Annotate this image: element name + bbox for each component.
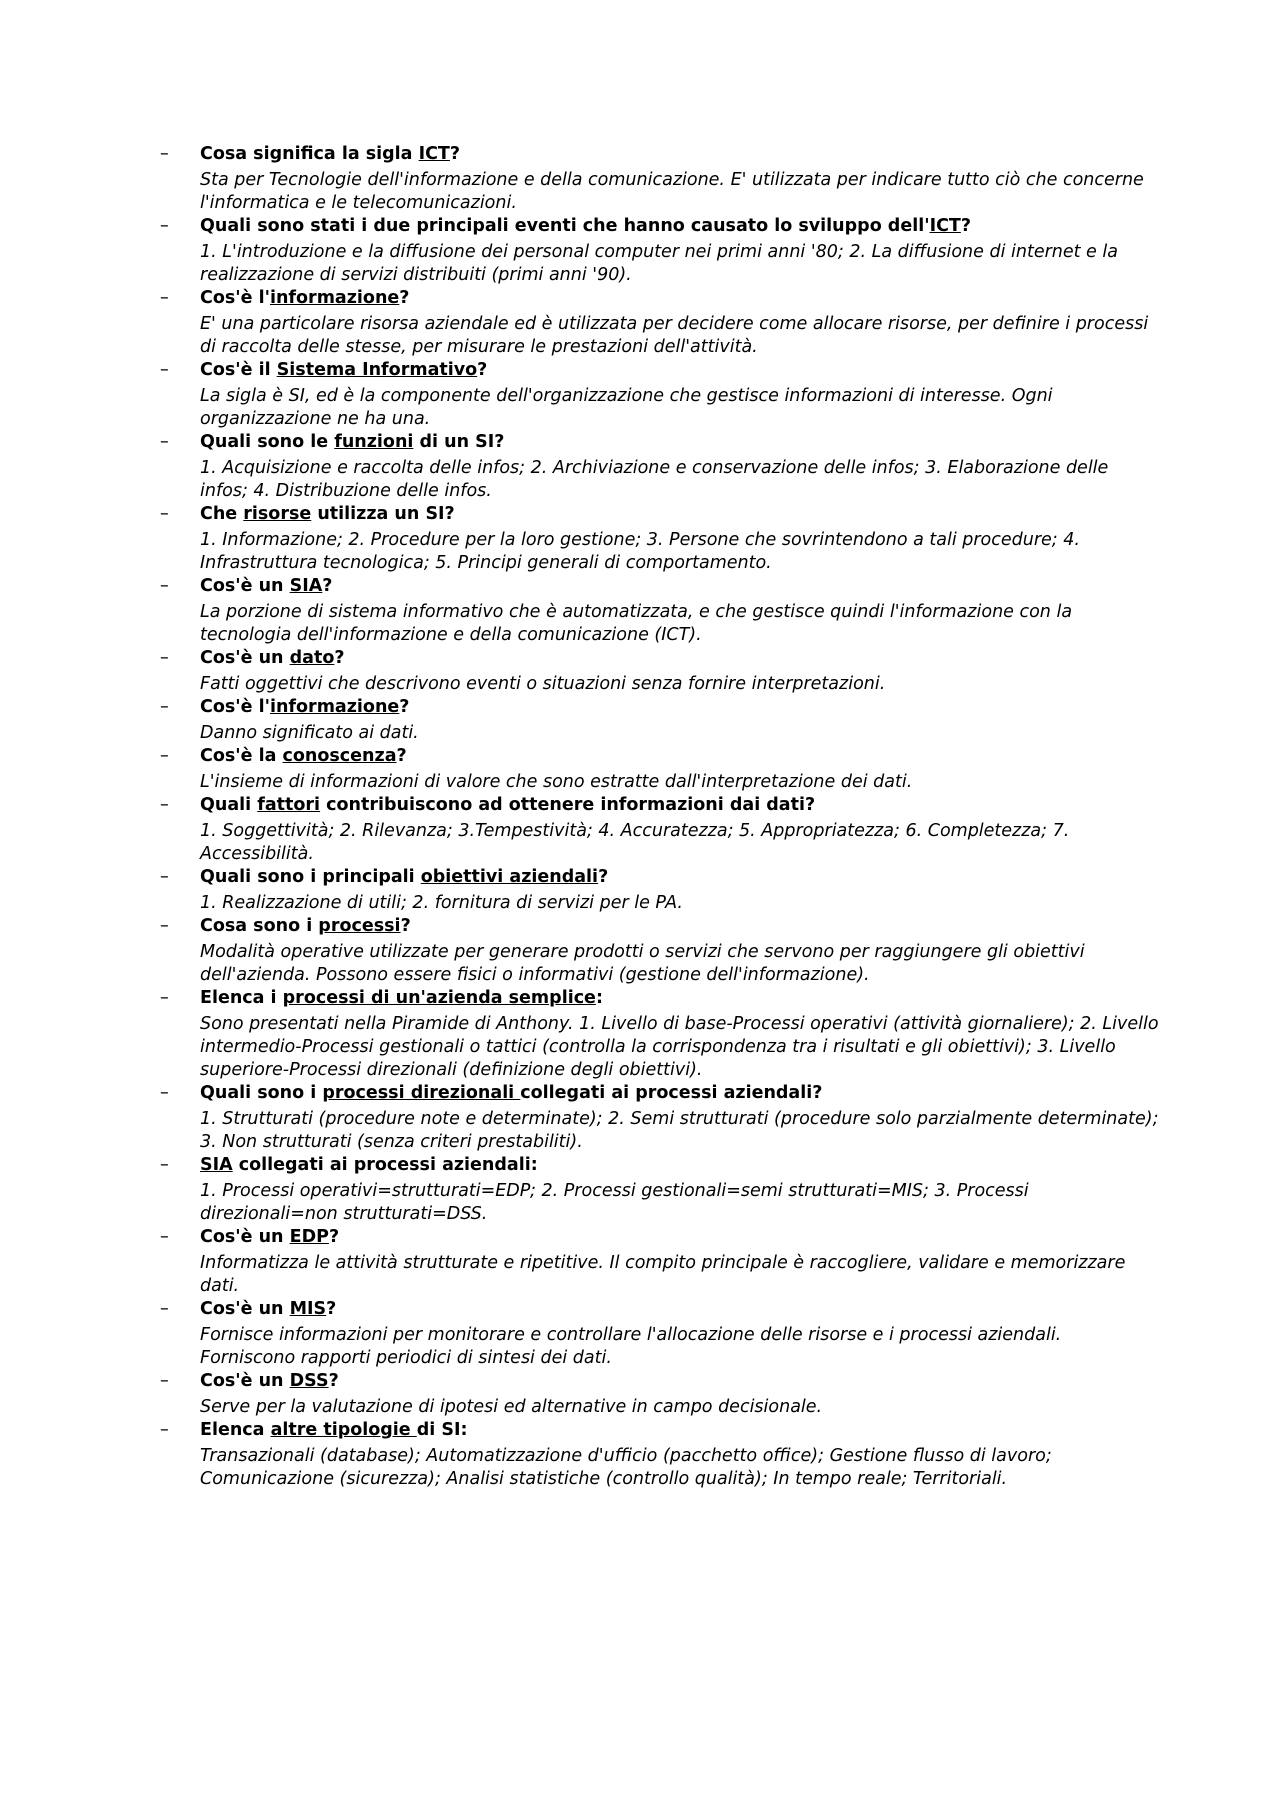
question-text xyxy=(200,1370,1160,1393)
answer-text: L'insieme di informazioni di valore che sono estratte dall'interpretazione dei dati. xyxy=(200,772,913,792)
question-segment: ? xyxy=(598,867,609,887)
bullet-dash: – xyxy=(160,1083,169,1103)
question-segment: ? xyxy=(328,1227,340,1247)
question-segment: ? xyxy=(334,648,345,668)
question-keyword: ICT xyxy=(418,144,450,164)
bullet-dash: – xyxy=(160,1227,169,1247)
answer-text: 1. Realizzazione di utili; 2. fornitura di servizi per le PA. xyxy=(200,893,683,913)
list-item xyxy=(160,1370,1160,1419)
question-segment: Quali sono i xyxy=(200,1083,323,1103)
list-item xyxy=(160,647,1160,696)
question-keyword: EDP xyxy=(289,1227,329,1247)
question-text xyxy=(200,287,1160,310)
list-item xyxy=(160,1154,1160,1226)
question-text xyxy=(200,431,1160,454)
question-text xyxy=(200,575,1160,598)
question-segment: Elenca i xyxy=(200,988,283,1008)
answer-text: Informatizza le attività strutturate e ripetitive. Il compito principale è raccogliere, validare e memorizzare dati. xyxy=(200,1253,1126,1296)
question-segment: ? xyxy=(396,746,407,766)
qa-list xyxy=(160,143,1160,1491)
question-segment: contribuiscono ad ottenere informazioni dai dati? xyxy=(320,795,816,815)
answer-text: La sigla è SI, ed è la componente dell'organizzazione che gestisce informazioni di interesse. Ogni organizzazione ne ha una. xyxy=(200,386,1053,429)
list-item xyxy=(160,745,1160,794)
bullet-dash: – xyxy=(160,1371,169,1391)
bullet-dash: – xyxy=(160,288,169,308)
question-segment: ? xyxy=(449,144,461,164)
answer-text: Fornisce informazioni per monitorare e controllare l'allocazione delle risorse e i processi aziendali. Forniscono rapporti periodici di sintesi dei dati. xyxy=(200,1325,1062,1368)
question-segment: Cos'è un xyxy=(200,648,290,668)
question-text xyxy=(200,915,1160,938)
question-keyword: fattori xyxy=(257,795,321,815)
question-keyword: SIA xyxy=(200,1155,233,1175)
list-item xyxy=(160,1082,1160,1154)
question-keyword: dato xyxy=(289,648,335,668)
question-segment: Cos'è la xyxy=(200,746,283,766)
question-segment: : xyxy=(595,988,603,1008)
question-text xyxy=(200,745,1160,768)
question-text xyxy=(200,215,1160,238)
question-keyword: DSS xyxy=(289,1371,329,1391)
answer-text: 1. Acquisizione e raccolta delle infos; 2. Archiviazione e conservazione delle infos; 3. Elaborazione delle infos; 4. Distribuzione delle infos. xyxy=(200,458,1109,501)
list-item xyxy=(160,143,1160,215)
question-segment: Cos'è il xyxy=(200,360,277,380)
question-segment: collegati ai processi aziendali: xyxy=(232,1155,538,1175)
question-segment: Cos'è un xyxy=(200,576,290,596)
question-segment: ? xyxy=(399,288,410,308)
question-segment: Quali xyxy=(200,795,258,815)
answer-text: 1. Informazione; 2. Procedure per la loro gestione; 3. Persone che sovrintendono a tali procedure; 4. Infrastruttura tecnologica; 5. Principi generali di comportamento. xyxy=(200,530,1080,573)
list-item xyxy=(160,215,1160,287)
question-keyword: processi di un'azienda semplice xyxy=(282,988,596,1008)
question-text xyxy=(200,503,1160,526)
list-item xyxy=(160,287,1160,359)
bullet-dash: – xyxy=(160,795,169,815)
question-segment: Elenca xyxy=(200,1420,271,1440)
question-keyword: informazione xyxy=(269,288,400,308)
answer-text: 1. Soggettività; 2. Rilevanza; 3.Tempestività; 4. Accuratezza; 5. Appropriatezza; 6. Completezza; 7. Accessibilità. xyxy=(200,821,1070,864)
answer-text: 1. Strutturati (procedure note e determinate); 2. Semi strutturati (procedure solo parzialmente determinate); 3. Non strutturati (senza criteri prestabiliti). xyxy=(200,1109,1159,1152)
question-segment: Cos'è un xyxy=(200,1299,290,1319)
question-segment: ? xyxy=(477,360,488,380)
list-item xyxy=(160,696,1160,745)
list-item xyxy=(160,794,1160,866)
question-keyword: funzioni xyxy=(334,432,414,452)
question-text xyxy=(200,696,1160,719)
question-keyword: altre tipologie xyxy=(270,1420,417,1440)
question-segment: Quali sono stati i due principali eventi che hanno causato lo sviluppo dell' xyxy=(200,216,930,236)
question-segment: Quali sono le xyxy=(200,432,335,452)
bullet-dash: – xyxy=(160,916,169,936)
question-segment: ? xyxy=(322,576,333,596)
list-item xyxy=(160,503,1160,575)
list-item xyxy=(160,987,1160,1082)
answer-text: Fatti oggettivi che descrivono eventi o situazioni senza fornire interpretazioni. xyxy=(200,674,886,694)
answer-text: Serve per la valutazione di ipotesi ed alternative in campo decisionale. xyxy=(200,1397,823,1417)
answer-text: E' una particolare risorsa aziendale ed è utilizzata per decidere come allocare risorse, per definire i processi di raccolta delle stesse, per misurare le prestazioni dell'attività. xyxy=(200,314,1149,357)
question-segment: ? xyxy=(326,1299,337,1319)
question-segment: di SI: xyxy=(416,1420,468,1440)
question-keyword: ICT xyxy=(929,216,961,236)
question-keyword: obiettivi aziendali xyxy=(420,867,599,887)
list-item xyxy=(160,1298,1160,1370)
bullet-dash: – xyxy=(160,1299,169,1319)
question-text xyxy=(200,987,1160,1010)
bullet-dash: – xyxy=(160,988,169,1008)
question-segment: ? xyxy=(399,697,410,717)
question-text xyxy=(200,1298,1160,1321)
list-item xyxy=(160,1419,1160,1491)
question-keyword: Sistema Informativo xyxy=(276,360,478,380)
question-keyword: SIA xyxy=(289,576,323,596)
bullet-dash: – xyxy=(160,867,169,887)
bullet-dash: – xyxy=(160,576,169,596)
answer-text: Danno significato ai dati. xyxy=(200,723,419,743)
question-text xyxy=(200,359,1160,382)
question-keyword: risorse xyxy=(243,504,312,524)
question-keyword: processi direzionali xyxy=(322,1083,521,1103)
question-text xyxy=(200,794,1160,817)
question-keyword: processi xyxy=(318,916,401,936)
list-item xyxy=(160,915,1160,987)
bullet-dash: – xyxy=(160,746,169,766)
bullet-dash: – xyxy=(160,432,169,452)
question-segment: Cosa sono i xyxy=(200,916,319,936)
question-segment: ? xyxy=(328,1371,339,1391)
question-segment: ? xyxy=(960,216,972,236)
question-keyword: MIS xyxy=(289,1299,327,1319)
question-text xyxy=(200,1082,1160,1105)
answer-text: 1. L'introduzione e la diffusione dei personal computer nei primi anni '80; 2. La diffusione di internet e la realizzazione di servizi distribuiti (primi anni '90). xyxy=(200,242,1118,285)
question-keyword: conoscenza xyxy=(282,746,397,766)
list-item xyxy=(160,575,1160,647)
question-segment: utilizza un SI? xyxy=(311,504,455,524)
list-item xyxy=(160,359,1160,431)
question-text xyxy=(200,647,1160,670)
question-segment: Che xyxy=(200,504,244,524)
question-segment: Cos'è un xyxy=(200,1371,290,1391)
question-segment: Quali sono i principali xyxy=(200,867,421,887)
question-segment: Cos'è un xyxy=(200,1227,290,1247)
question-text xyxy=(200,143,1160,166)
answer-text: Sta per Tecnologie dell'informazione e della comunicazione. E' utilizzata per indicare tutto ciò che concerne l'informatica e le telecomunicazioni. xyxy=(200,170,1144,213)
answer-text: La porzione di sistema informativo che è automatizzata, e che gestisce quindi l'informazione con la tecnologia dell'informazione e della comunicazione (ICT). xyxy=(200,602,1073,645)
question-text xyxy=(200,1226,1160,1249)
list-item xyxy=(160,1226,1160,1298)
question-segment: Cos'è l' xyxy=(200,697,270,717)
answer-text: Transazionali (database); Automatizzazione d'ufficio (pacchetto office); Gestione flusso di lavoro; Comunicazione (sicurezza); Analisi statistiche (controllo qualità); In tempo reale; Territoriali. xyxy=(200,1446,1052,1489)
question-segment: Cosa significa la sigla xyxy=(200,144,419,164)
question-segment: Cos'è l' xyxy=(200,288,270,308)
question-segment: di un SI? xyxy=(413,432,505,452)
bullet-dash: – xyxy=(160,504,169,524)
answer-text: Sono presentati nella Piramide di Anthony. 1. Livello di base-Processi operativi (attività giornaliere); 2. Livello intermedio-Processi gestionali o tattici (controlla la corrispondenza tra i risultati e gli obiettivi); 3. Livello superiore-Processi direzionali (definizione degli obiettivi). xyxy=(200,1014,1159,1080)
answer-text: Modalità operative utilizzate per generare prodotti o servizi che servono per raggiungere gli obiettivi dell'azienda. Possono essere fisici o informativi (gestione dell'informazione). xyxy=(200,942,1085,985)
question-segment: collegati ai processi aziendali? xyxy=(520,1083,823,1103)
question-text xyxy=(200,866,1160,889)
bullet-dash: – xyxy=(160,648,169,668)
question-text xyxy=(200,1419,1160,1442)
bullet-dash: – xyxy=(160,216,169,236)
question-segment: ? xyxy=(400,916,411,936)
bullet-dash: – xyxy=(160,144,169,164)
question-keyword: informazione xyxy=(269,697,400,717)
bullet-dash: – xyxy=(160,1420,169,1440)
question-text xyxy=(200,1154,1160,1177)
list-item xyxy=(160,866,1160,915)
bullet-dash: – xyxy=(160,360,169,380)
list-item xyxy=(160,431,1160,503)
bullet-dash: – xyxy=(160,1155,169,1175)
bullet-dash: – xyxy=(160,697,169,717)
answer-text: 1. Processi operativi=strutturati=EDP; 2. Processi gestionali=semi strutturati=MIS; 3. Processi direzionali=non strutturati=DSS. xyxy=(200,1181,1029,1224)
